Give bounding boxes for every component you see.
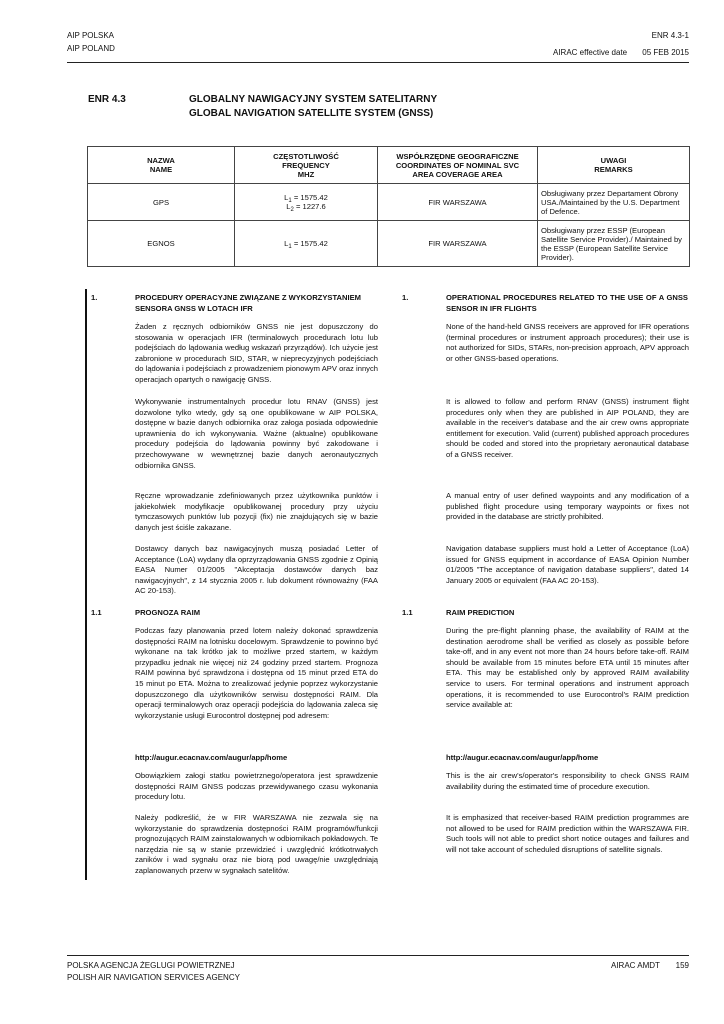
footer-amdt: AIRAC AMDT xyxy=(611,961,660,970)
header-page-id: ENR 4.3-1 xyxy=(651,31,689,40)
header-frequency-pl: CZĘSTOTLIWOŚĆ xyxy=(273,151,339,161)
en-section-1-p4 xyxy=(446,544,689,586)
en-section-11-number: 1.1 xyxy=(402,608,413,617)
footer-rule xyxy=(67,955,689,956)
gps-area: FIR WARSZAWA xyxy=(378,184,538,221)
en-raim-url[interactable] xyxy=(446,753,689,764)
egnos-l1-value: = 1575.42 xyxy=(291,239,328,248)
pl-s11-url[interactable]: http://augur.ecacnav.com/augur/app/home xyxy=(135,753,288,762)
egnos-remarks: Obsługiwany przez ESSP (European Satellite Service Provider)./ Maintained by the ESSP (European Satellite Service Provider). xyxy=(538,221,690,267)
pl-s11-p1: Podczas fazy planowania przed lotem należy dokonać sprawdzenia dostępności RAIM na lotnisku docelowym. Sprawdzenie to powinno być wykonane na tak krótko jak to możliwe przed startem, w każdym przypadku jednak nie więcej niż 24 godziny przed startem. Prognoza RAIM powinna być sprawdzona i dostępna od 15 minut przed ETA do 15 minut po ETA. Można to zrealizować jedynie poprzez wykorzystanie dopuszczonego dla użytkowników serwisu dostępności RAIM. Dla operacji terminalowych oraz operacji podejścia do lądowania zaleca się wykorzystanie usługi Eurocontrol dostępnej pod adresem: xyxy=(135,626,378,720)
egnos-l1-sub: 1 xyxy=(288,244,292,250)
header-name-en: NAME xyxy=(149,165,173,174)
egnos-area: FIR WARSZAWA xyxy=(378,221,538,267)
pl-s11-p2: Obowiązkiem załogi statku powietrznego/operatora jest sprawdzenie dostępności RAIM GNSS podczas przewidywanego czasu wykonania procedury lotu. xyxy=(135,771,378,802)
egnos-frequency xyxy=(235,221,378,267)
en-section-1-heading: OPERATIONAL PROCEDURES RELATED TO THE USE OF A GNSS SENSOR IN IFR FLIGHTS xyxy=(446,293,688,313)
header-rule xyxy=(67,62,689,63)
pl-s1-p2: Wykonywanie instrumentalnych procedur lotu RNAV (GNSS) jest dozwolone tylko wtedy, gdy są one opublikowane w AIP POLSKA, dostępne w bazie danych odbiornika oraz załoga posiada odpowiednie uprawnienia do ich wykonywania. Ważne (aktualne) opublikowane procedury podejścia do lądowania powinny być zakodowane i przechowywane w wewnętrznej bazie danych aeronautycznych odbiornika GNSS. xyxy=(135,397,378,470)
section-title-pl: GLOBALNY NAWIGACYJNY SYSTEM SATELITARNY xyxy=(189,94,438,105)
en-section-1-p3 xyxy=(446,491,689,523)
section-number: ENR 4.3 xyxy=(88,94,126,105)
header-coordinates-area: AREA COVERAGE AREA xyxy=(412,169,503,179)
en-section-1-p2 xyxy=(446,397,689,461)
header-aip-poland: AIP POLAND xyxy=(67,44,115,53)
header-remarks-pl: UWAGI xyxy=(600,156,627,165)
pl-s1-p3: Ręczne wprowadzanie zdefiniowanych przez użytkownika punktów i jakiekolwiek modyfikacje opublikowanej procedury przy użyciu tymczasowych punktów lub pozycji (fix) nie znajdujących się w bazie danych jest ściśle zakazane. xyxy=(135,491,378,532)
header-remarks-en: REMARKS xyxy=(594,165,633,174)
en-section-11-p3 xyxy=(446,813,689,855)
pl-section-1-p4 xyxy=(135,544,378,597)
table-row xyxy=(88,184,690,221)
header-name xyxy=(88,147,235,184)
gps-l1-sub: 1 xyxy=(288,198,292,204)
en-section-11-p2 xyxy=(446,771,689,792)
egnos-l1-label: L xyxy=(284,239,289,248)
pl-raim-url[interactable] xyxy=(135,753,378,764)
pl-s1-p4: Dostawcy danych baz nawigacyjnych muszą posiadać Letter of Acceptance (LoA) wydany dla oprzyrządowania GNSS zgodnie z Opinią EASA Numer 01/2005 "Akceptacja dostawców danych baz nawigacyjnych", z 14 stycznia 2005 r. lub dokument równoważny (FAA AC 20-153). xyxy=(135,544,378,596)
gps-name: GPS xyxy=(88,184,235,221)
en-s11-p2: This is the air crew's/operator's responsibility to check GNSS RAIM availability during the estimated time of procedure execution. xyxy=(446,771,689,791)
en-s1-p2: It is allowed to follow and perform RNAV (GNSS) instrument flight procedures only when they are published in AIP POLAND, they are available in the receiver's database and the air crew owns appropriate entitlement for execution. Valid (current) published approach procedures should be coded and stored into the proprietary aeronautical database of a GNSS receiver. xyxy=(446,397,689,459)
gps-frequency xyxy=(235,184,378,221)
en-section-11-heading: RAIM PREDICTION xyxy=(446,608,515,617)
pl-section-11-number: 1.1 xyxy=(91,608,102,617)
pl-section-1-heading: PROCEDURY OPERACYJNE ZWIĄZANE Z WYKORZYSTANIEM SENSORA GNSS W LOTACH IFR xyxy=(135,293,361,313)
footer-agency-en: POLISH AIR NAVIGATION SERVICES AGENCY xyxy=(67,973,240,982)
en-s1-p1: None of the hand-held GNSS receivers are approved for IFR operations (terminal procedures or instrument approach procedures); their use is not authorized for SIDs, STARs, non-precision approach, APV approach or other GNSS-based operations. xyxy=(446,322,689,363)
table-row xyxy=(88,221,690,267)
en-s11-p1: During the pre-flight planning phase, the availability of RAIM at the destination aerodrome shall be verified as closely as possible before take-off, and in any event not more than 24 hours before take-off. RAIM should be available from 15 minutes before ETA until 15 minutes after ETA. This may be established only by approved RAIM availability service to users. For terminal operations and instrument approach operations, it is recommended to use Eurocontrol's RAIM prediction service available at: xyxy=(446,626,689,710)
egnos-name: EGNOS xyxy=(88,221,235,267)
gps-l2-value: = 1227.6 xyxy=(293,202,326,211)
header-remarks xyxy=(538,147,690,184)
header-airac-label: AIRAC effective date xyxy=(553,48,628,57)
gps-l1-value: = 1575.42 xyxy=(291,193,328,202)
header-name-pl: NAZWA xyxy=(147,156,175,165)
header-coordinates-pl: WSPÓŁRZĘDNE GEOGRAFICZNE xyxy=(396,151,519,161)
header-coordinates-en: COORDINATES OF NOMINAL SVC xyxy=(395,160,520,170)
gps-remarks: Obsługiwany przez Departament Obrony USA./Maintained by the U.S. Department of Defence. xyxy=(538,184,690,221)
gnss-table xyxy=(87,146,690,267)
header-frequency-unit: MHZ xyxy=(297,169,315,179)
header-frequency-en: FREQUENCY xyxy=(282,160,330,170)
pl-s11-p3: Należy podkreślić, że w FIR WARSZAWA nie zezwala się na wykorzystanie do sprawdzenia dostępności RAIM programów/funkcji prognozujących RAIM zainstalowanych w odbiornikach pokładowych. Te narzędzia nie są w stanie przewidzieć i uwzględnić krótkotrwałych zaników i wad sygnału oraz nie biorą pod uwagę/nie uwzględniają zaplanowanych przerw w sygnałach satelitów. xyxy=(135,813,378,875)
pl-section-11-p2 xyxy=(135,771,378,803)
header-aip-polska: AIP POLSKA xyxy=(67,31,114,40)
en-section-11-p1 xyxy=(446,626,689,711)
gps-l2-label: L xyxy=(286,202,291,211)
header-frequency xyxy=(235,147,378,184)
en-section-1-p1 xyxy=(446,322,689,364)
pl-section-1-p1 xyxy=(135,322,378,386)
table-header-row xyxy=(88,147,690,184)
change-bar xyxy=(85,289,87,880)
pl-section-11-p3 xyxy=(135,813,378,877)
en-section-1-number: 1. xyxy=(402,293,409,302)
en-s1-p4: Navigation database suppliers must hold a Letter of Acceptance (LoA) issued for GNSS equipment in accordance of EASA Opinion Number 01/2005 "The acceptance of navigation database suppliers", dated 14 January 2005 or equivalent (FAA AC 20-153). xyxy=(446,544,689,585)
gps-l1-label: L xyxy=(284,193,289,202)
en-s11-url[interactable]: http://augur.ecacnav.com/augur/app/home xyxy=(446,753,599,762)
gps-l2-sub: 2 xyxy=(290,207,294,213)
pl-section-1-number: 1. xyxy=(91,293,98,302)
footer-page-number: 159 xyxy=(675,961,689,970)
pl-section-1-p3 xyxy=(135,491,378,533)
footer-agency-pl: POLSKA AGENCJA ŻEGLUGI POWIETRZNEJ xyxy=(67,961,235,970)
header-airac-date: 05 FEB 2015 xyxy=(642,48,689,57)
pl-section-1-p2 xyxy=(135,397,378,471)
en-s1-p3: A manual entry of user defined waypoints and any modification of a published flight procedure using temporary waypoints or fixes not provided in the database are strictly prohibited. xyxy=(446,491,689,522)
section-title-en: GLOBAL NAVIGATION SATELLITE SYSTEM (GNSS) xyxy=(189,108,434,119)
pl-s1-p1: Żaden z ręcznych odbiorników GNSS nie jest dopuszczony do stosowania w operacjach IFR (terminalowych procedurach lotu lub podejściach do lądowania według wskazań przyrządów). Ich użycie jest zabronione w procedurach SID, STAR, w nieprecyzyjnych podejściach do lądowania i podejściach z prowadzeniem pionowym APV oraz innych operacjach opartych o nawigację GNSS. xyxy=(135,322,378,384)
pl-section-11-heading: PROGNOZA RAIM xyxy=(135,608,201,617)
pl-section-11-p1 xyxy=(135,626,378,721)
header-coordinates xyxy=(378,147,538,184)
en-s11-p3: It is emphasized that receiver-based RAIM prediction programmes are not allowed to be used for RAIM prediction within the WARSZAWA FIR. Such tools will not able to predict short notice outages and failures and will not take account of scheduled disruptions of satellite signals. xyxy=(446,813,689,854)
